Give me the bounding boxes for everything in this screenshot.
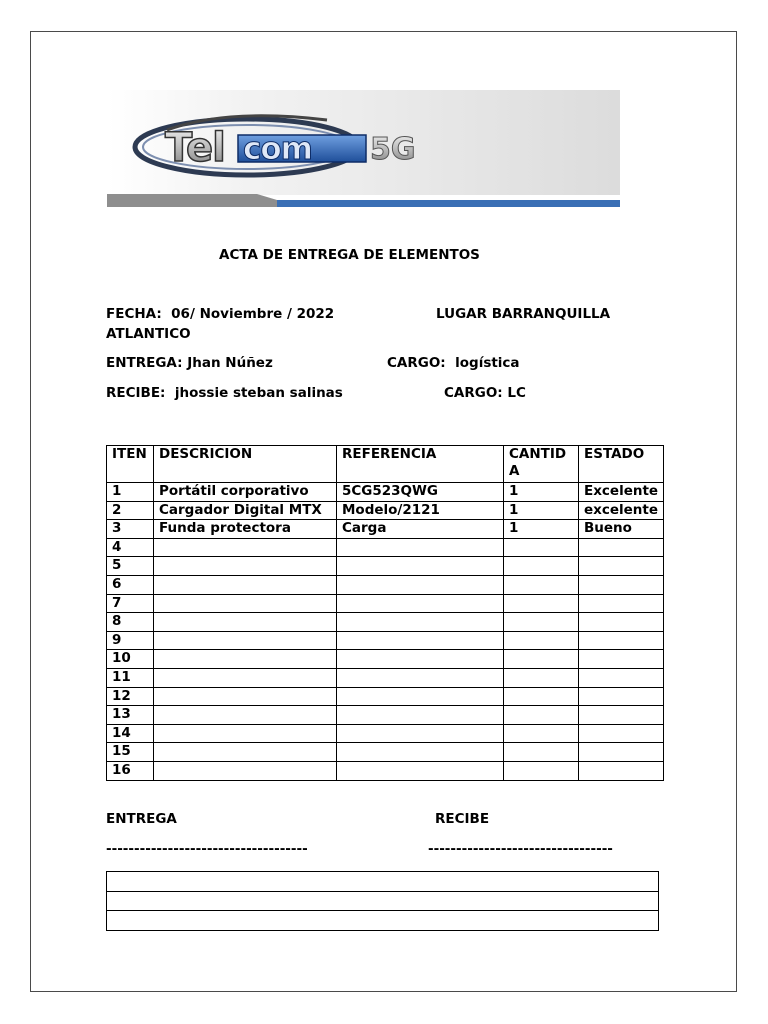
table-row xyxy=(107,761,664,780)
cargo-entrega-line xyxy=(387,355,520,372)
cell-referencia: Carga xyxy=(337,520,504,539)
cell-cantidad: 1 xyxy=(504,520,579,539)
cell-descricion: Portátil corporativo xyxy=(154,483,337,502)
cell-referencia: 5CG523QWG xyxy=(337,483,504,502)
cell-cantidad xyxy=(504,557,579,576)
fecha-line xyxy=(106,306,334,323)
telcom5g-logo xyxy=(107,90,620,208)
cell-iten: 13 xyxy=(107,706,154,725)
cell-descricion xyxy=(154,575,337,594)
cell-descricion: Funda protectora xyxy=(154,520,337,539)
items-table xyxy=(106,445,664,781)
cell-descricion xyxy=(154,594,337,613)
cell-cantidad: 1 xyxy=(504,501,579,520)
cell-iten: 10 xyxy=(107,650,154,669)
cargo-recibe-value: LC xyxy=(507,385,526,401)
cell-cantidad xyxy=(504,631,579,650)
cell-iten: 11 xyxy=(107,668,154,687)
cell-cantidad xyxy=(504,761,579,780)
cell-cantidad xyxy=(504,668,579,687)
table-row xyxy=(107,501,664,520)
table-row xyxy=(107,557,664,576)
cell-descricion xyxy=(154,743,337,762)
cell-descricion xyxy=(154,613,337,632)
cell-iten: 1 xyxy=(107,483,154,502)
cargo-recibe-label: CARGO: xyxy=(444,385,503,401)
svg-text:Tel: Tel xyxy=(165,125,225,171)
signature-box-row xyxy=(107,911,659,931)
cell-iten: 4 xyxy=(107,538,154,557)
table-row xyxy=(107,631,664,650)
cell-cantidad xyxy=(504,594,579,613)
entrega-value: Jhan Núñez xyxy=(187,355,273,371)
table-row xyxy=(107,575,664,594)
cell-descricion xyxy=(154,650,337,669)
cell-cantidad xyxy=(504,575,579,594)
signature-box-table xyxy=(106,871,659,931)
cell-iten: 14 xyxy=(107,724,154,743)
cell-descricion xyxy=(154,724,337,743)
cell-cantidad xyxy=(504,613,579,632)
cell-descricion xyxy=(154,557,337,576)
cell-estado xyxy=(579,575,664,594)
header-referencia: REFERENCIA xyxy=(337,446,504,483)
cell-referencia xyxy=(337,687,504,706)
table-row xyxy=(107,650,664,669)
cell-iten: 7 xyxy=(107,594,154,613)
table-header-row xyxy=(107,446,664,483)
cell-cantidad xyxy=(504,650,579,669)
table-row xyxy=(107,724,664,743)
cell-descricion xyxy=(154,631,337,650)
cell-referencia xyxy=(337,650,504,669)
cell-descricion xyxy=(154,668,337,687)
cell-iten: 9 xyxy=(107,631,154,650)
cell-estado xyxy=(579,743,664,762)
fecha-label: FECHA: xyxy=(106,306,162,322)
svg-text:com: com xyxy=(243,131,312,167)
cell-iten: 3 xyxy=(107,520,154,539)
table-row xyxy=(107,538,664,557)
cell-iten: 5 xyxy=(107,557,154,576)
document-title: ACTA DE ENTREGA DE ELEMENTOS xyxy=(219,247,480,263)
cell-referencia xyxy=(337,594,504,613)
header-estado: ESTADO xyxy=(579,446,664,483)
cell-estado xyxy=(579,761,664,780)
cell-referencia xyxy=(337,706,504,725)
cell-referencia: Modelo/2121 xyxy=(337,501,504,520)
cargo-entrega-value: logística xyxy=(455,355,520,371)
fecha-value: 06/ Noviembre / 2022 xyxy=(171,306,335,322)
cell-referencia xyxy=(337,631,504,650)
cell-referencia xyxy=(337,743,504,762)
header-cantidad: CANTID A xyxy=(504,446,579,483)
table-row xyxy=(107,687,664,706)
cell-descricion xyxy=(154,538,337,557)
cell-iten: 12 xyxy=(107,687,154,706)
cell-referencia xyxy=(337,557,504,576)
cell-cantidad xyxy=(504,706,579,725)
cargo-recibe-line xyxy=(444,385,526,402)
lugar-continuation: ATLANTICO xyxy=(106,326,191,342)
entrega-label: ENTREGA: xyxy=(106,355,183,371)
signature-entrega-label: ENTREGA xyxy=(106,811,177,827)
cell-estado: Bueno xyxy=(579,520,664,539)
cell-cantidad: 1 xyxy=(504,483,579,502)
recibe-label: RECIBE: xyxy=(106,385,166,401)
signature-entrega-line: ------------------------------------ xyxy=(106,841,308,857)
entrega-line xyxy=(106,355,273,372)
cell-iten: 2 xyxy=(107,501,154,520)
signature-box-row xyxy=(107,891,659,911)
cell-cantidad xyxy=(504,687,579,706)
cell-estado xyxy=(579,631,664,650)
cell-estado xyxy=(579,557,664,576)
table-row xyxy=(107,520,664,539)
cell-estado xyxy=(579,706,664,725)
cell-estado xyxy=(579,594,664,613)
cell-estado xyxy=(579,650,664,669)
signature-box-cell xyxy=(107,891,659,911)
cell-descricion xyxy=(154,687,337,706)
cell-referencia xyxy=(337,538,504,557)
lugar-label: LUGAR BARRANQUILLA xyxy=(436,306,611,322)
cell-referencia xyxy=(337,724,504,743)
signature-box-cell xyxy=(107,911,659,931)
signature-recibe-line: --------------------------------- xyxy=(428,841,613,857)
table-row xyxy=(107,613,664,632)
cell-estado xyxy=(579,668,664,687)
header-iten: ITEN xyxy=(107,446,154,483)
cell-descricion xyxy=(154,761,337,780)
table-row xyxy=(107,743,664,762)
cell-estado xyxy=(579,687,664,706)
cell-cantidad xyxy=(504,538,579,557)
table-row xyxy=(107,594,664,613)
cell-iten: 8 xyxy=(107,613,154,632)
cell-iten: 15 xyxy=(107,743,154,762)
table-row xyxy=(107,706,664,725)
cell-cantidad xyxy=(504,743,579,762)
cell-referencia xyxy=(337,575,504,594)
cell-referencia xyxy=(337,668,504,687)
cell-descricion: Cargador Digital MTX xyxy=(154,501,337,520)
recibe-value: jhossie steban salinas xyxy=(174,385,343,401)
header-descricion: DESCRICION xyxy=(154,446,337,483)
cargo-entrega-label: CARGO: xyxy=(387,355,446,371)
signature-recibe-label: RECIBE xyxy=(435,811,490,827)
cell-estado: Excelente xyxy=(579,483,664,502)
cell-estado xyxy=(579,613,664,632)
cell-iten: 6 xyxy=(107,575,154,594)
cell-estado: excelente xyxy=(579,501,664,520)
signature-box-cell xyxy=(107,872,659,892)
cell-descricion xyxy=(154,706,337,725)
recibe-line xyxy=(106,385,343,402)
cell-referencia xyxy=(337,761,504,780)
cell-iten: 16 xyxy=(107,761,154,780)
table-row xyxy=(107,668,664,687)
table-row xyxy=(107,483,664,502)
cell-estado xyxy=(579,724,664,743)
cell-cantidad xyxy=(504,724,579,743)
cell-referencia xyxy=(337,613,504,632)
cell-estado xyxy=(579,538,664,557)
svg-text:5G: 5G xyxy=(370,132,416,167)
signature-box-row xyxy=(107,872,659,892)
